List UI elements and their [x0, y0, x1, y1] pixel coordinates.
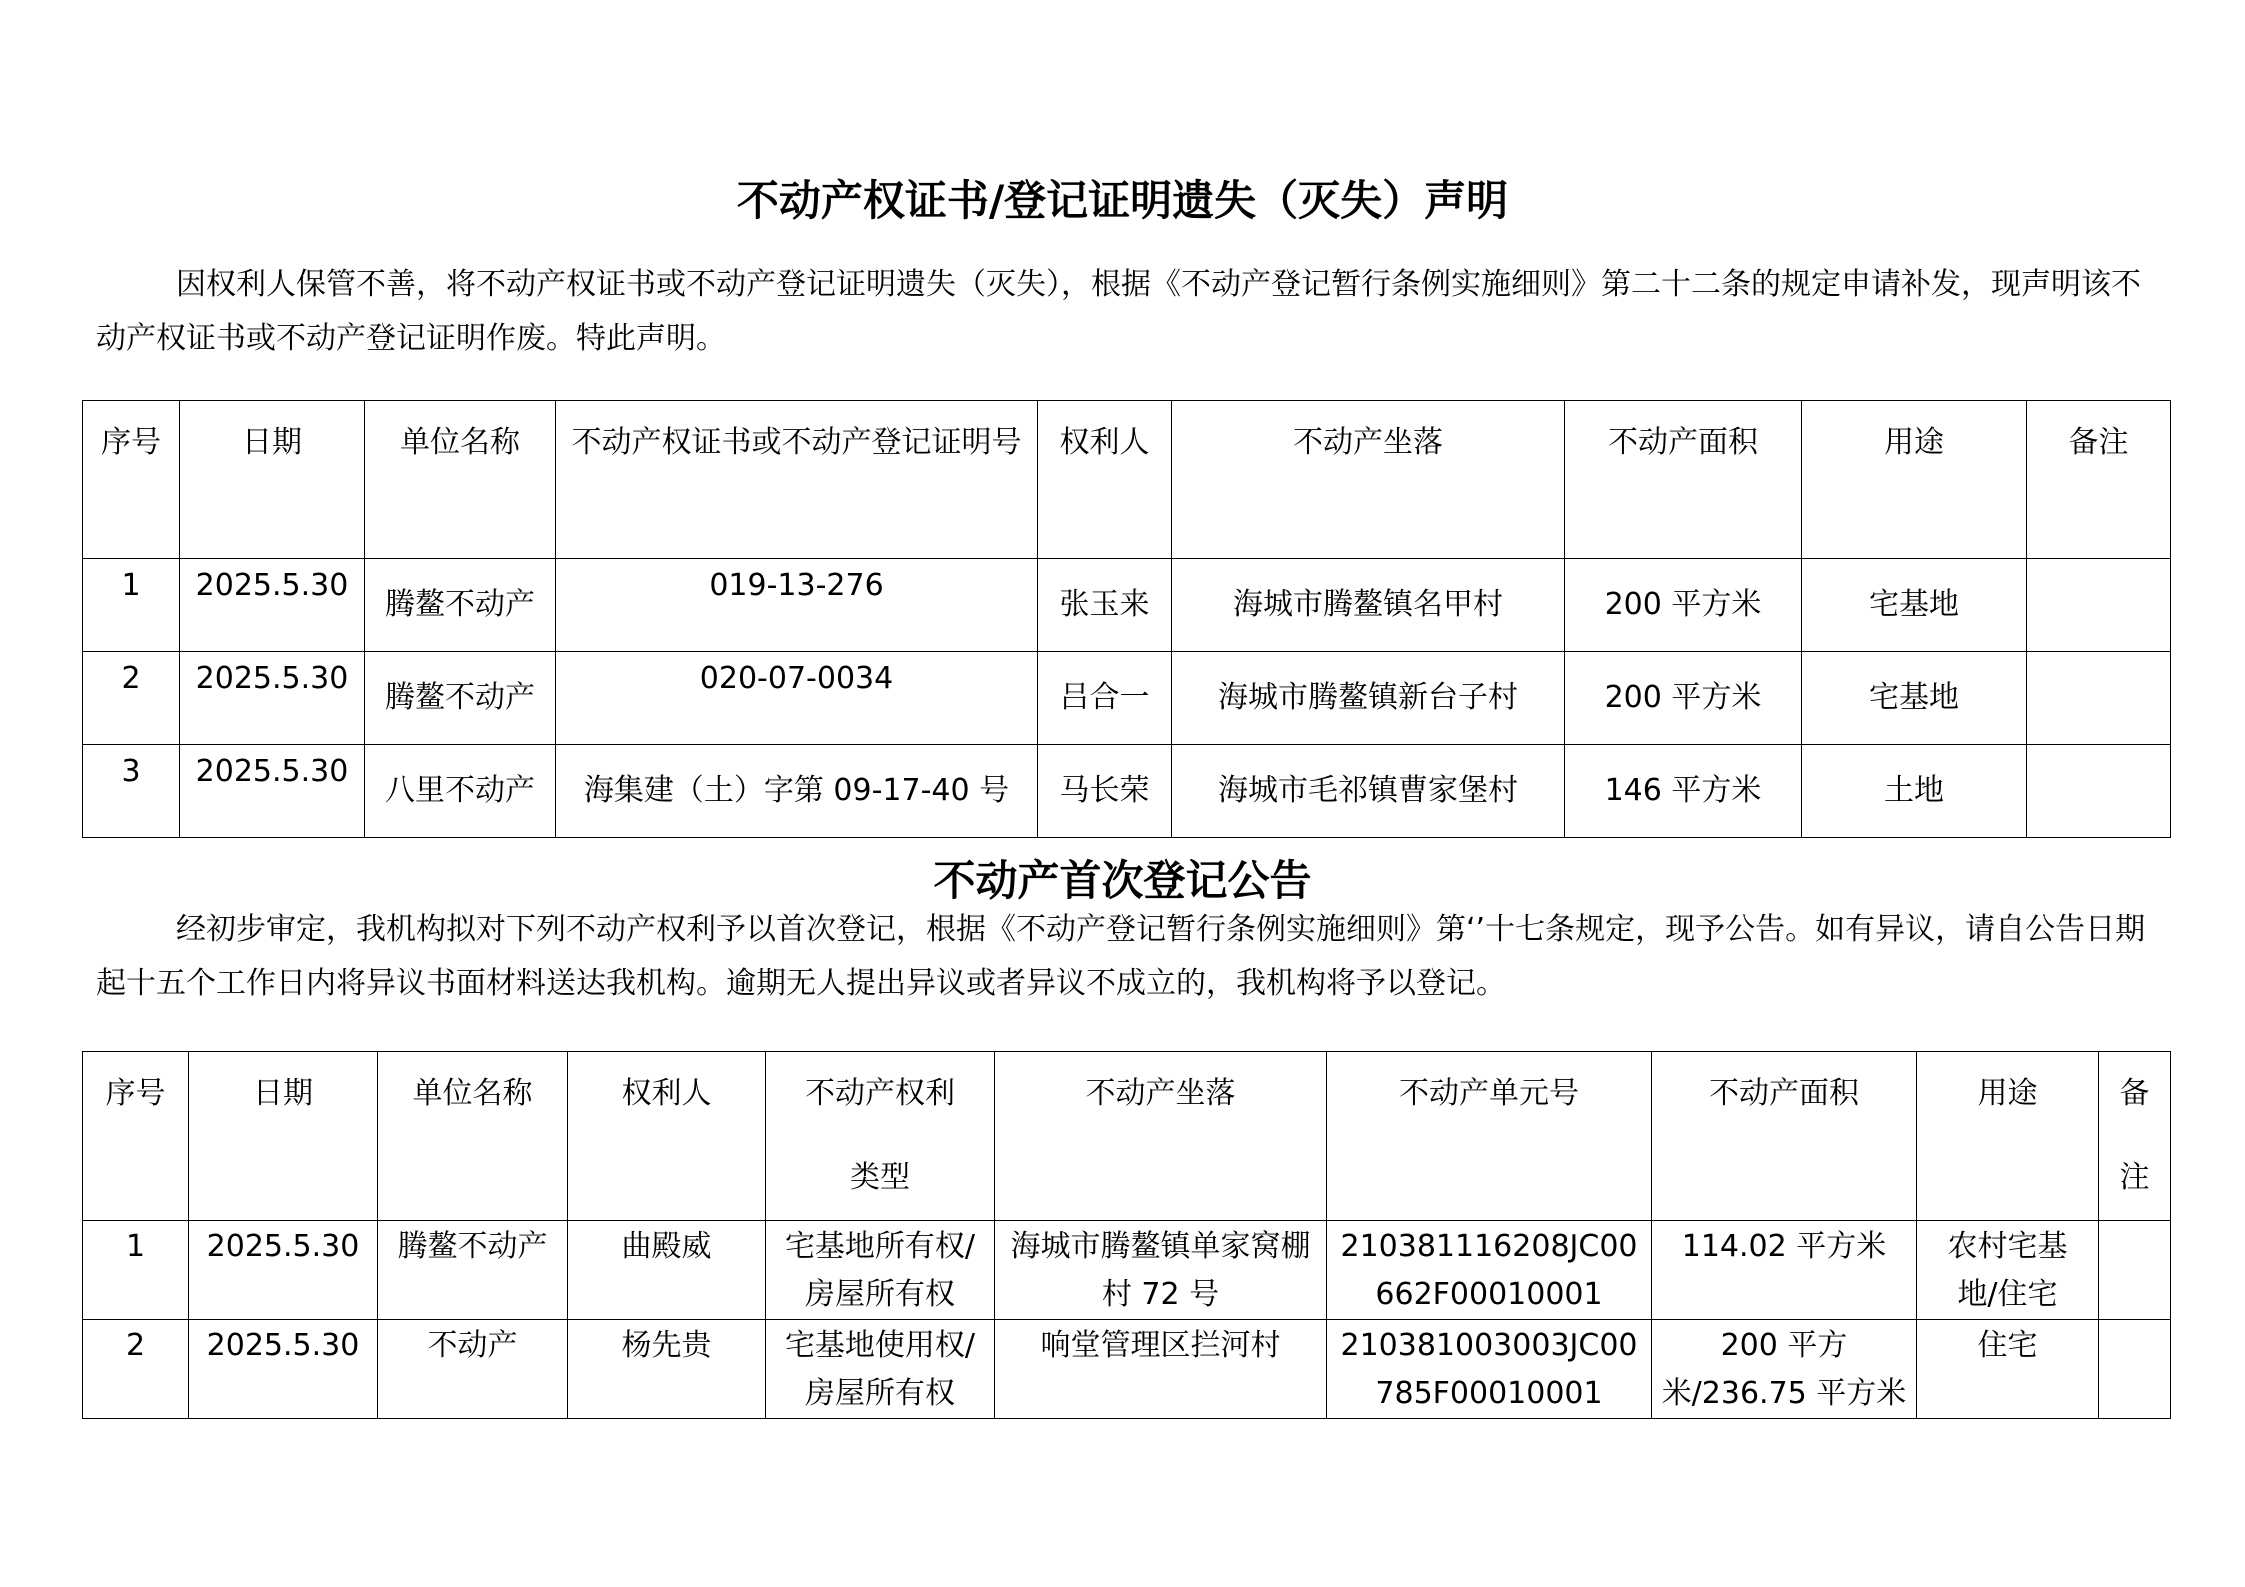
- cell-unit: 腾鳌不动产: [365, 559, 556, 652]
- table-row: [83, 652, 2171, 745]
- header-right-type: 不动产权利类型: [766, 1052, 995, 1221]
- cell-area: 114.02 平方米: [1652, 1221, 1917, 1320]
- header-location: 不动产坐落: [995, 1052, 1327, 1221]
- cell-holder: 张玉来: [1038, 559, 1172, 652]
- cell-location: 海城市腾鳌镇新台子村: [1172, 652, 1565, 745]
- cell-unit-no: 210381003003JC00785F00010001: [1327, 1320, 1652, 1419]
- cell-remark: [2099, 1221, 2171, 1320]
- header-seq: 序号: [83, 401, 180, 559]
- loss-notice-paragraph: 因权利人保管不善，将不动产权证书或不动产登记证明遗失（灭失），根据《不动产登记暂行条例实施细则》第二十二条的规定申请补发，现声明该不动产权证书或不动产登记证明作废。特此声明。: [96, 267, 2141, 356]
- header-area: 不动产面积: [1652, 1052, 1917, 1221]
- loss-notice-table: [82, 400, 2171, 838]
- header-unit: 单位名称: [378, 1052, 568, 1221]
- header-remark: 备注: [2027, 401, 2171, 559]
- table-row: [83, 745, 2171, 838]
- header-unit-no: 不动产单元号: [1327, 1052, 1652, 1221]
- header-holder: 权利人: [1038, 401, 1172, 559]
- cell-seq: 1: [83, 1221, 189, 1320]
- header-remark: 备注: [2099, 1052, 2171, 1221]
- first-registration-table: [82, 1051, 2171, 1419]
- cell-unit: 八里不动产: [365, 745, 556, 838]
- cell-location: 海城市腾鳌镇名甲村: [1172, 559, 1565, 652]
- cell-seq: 2: [83, 1320, 189, 1419]
- cell-holder: 曲殿威: [568, 1221, 766, 1320]
- cell-remark: [2027, 559, 2171, 652]
- cell-area: 200 平方米: [1565, 559, 1802, 652]
- cell-right-type: 宅基地使用权/房屋所有权: [766, 1320, 995, 1419]
- cell-use: 农村宅基地/住宅: [1917, 1221, 2099, 1320]
- cell-holder: 吕合一: [1038, 652, 1172, 745]
- table-row: [83, 1320, 2171, 1419]
- first-registration-paragraph: 经初步审定，我机构拟对下列不动产权利予以首次登记，根据《不动产登记暂行条例实施细则》第‘’十七条规定，现予公告。如有异议，请自公告日期起十五个工作日内将异议书面材料送达我机构。逾期无人提出异议或者异议不成立的，我机构将予以登记。: [96, 912, 2146, 1001]
- cell-seq: 1: [83, 559, 180, 652]
- cell-date: 2025.5.30: [180, 559, 365, 652]
- cell-use: 宅基地: [1802, 652, 2027, 745]
- cell-cert-no: 020-07-0034: [556, 652, 1038, 745]
- cell-use: 土地: [1802, 745, 2027, 838]
- header-seq: 序号: [83, 1052, 189, 1221]
- cell-date: 2025.5.30: [189, 1320, 378, 1419]
- cell-date: 2025.5.30: [180, 652, 365, 745]
- cell-right-type: 宅基地所有权/房屋所有权: [766, 1221, 995, 1320]
- table-header-row: [83, 401, 2171, 559]
- table-header-row: [83, 1052, 2171, 1221]
- first-registration-title: 不动产首次登记公告: [933, 856, 1312, 905]
- header-date: 日期: [180, 401, 365, 559]
- header-use: 用途: [1917, 1052, 2099, 1221]
- table-row: [83, 559, 2171, 652]
- cell-use: 宅基地: [1802, 559, 2027, 652]
- cell-location: 海城市毛祁镇曹家堡村: [1172, 745, 1565, 838]
- cell-location: 响堂管理区拦河村: [995, 1320, 1327, 1419]
- cell-holder: 马长荣: [1038, 745, 1172, 838]
- cell-remark: [2027, 652, 2171, 745]
- table-row: [83, 1221, 2171, 1320]
- cell-date: 2025.5.30: [189, 1221, 378, 1320]
- header-location: 不动产坐落: [1172, 401, 1565, 559]
- header-cert-no: 不动产权证书或不动产登记证明号: [556, 401, 1038, 559]
- cell-location: 海城市腾鳌镇单家窝棚村 72 号: [995, 1221, 1327, 1320]
- cell-remark: [2027, 745, 2171, 838]
- cell-unit: 腾鳌不动产: [365, 652, 556, 745]
- cell-cert-no: 海集建（土）字第 09-17-40 号: [556, 745, 1038, 838]
- cell-area: 146 平方米: [1565, 745, 1802, 838]
- header-area: 不动产面积: [1565, 401, 1802, 559]
- loss-notice-title: 不动产权证书/登记证明遗失（灭失）声明: [736, 176, 1509, 225]
- cell-seq: 2: [83, 652, 180, 745]
- cell-unit: 不动产: [378, 1320, 568, 1419]
- header-holder: 权利人: [568, 1052, 766, 1221]
- cell-seq: 3: [83, 745, 180, 838]
- cell-remark: [2099, 1320, 2171, 1419]
- cell-date: 2025.5.30: [180, 745, 365, 838]
- cell-unit-no: 210381116208JC00662F00010001: [1327, 1221, 1652, 1320]
- header-unit: 单位名称: [365, 401, 556, 559]
- cell-use: 住宅: [1917, 1320, 2099, 1419]
- cell-area: 200 平方米: [1565, 652, 1802, 745]
- header-use: 用途: [1802, 401, 2027, 559]
- cell-unit: 腾鳌不动产: [378, 1221, 568, 1320]
- cell-cert-no: 019-13-276: [556, 559, 1038, 652]
- cell-holder: 杨先贵: [568, 1320, 766, 1419]
- cell-area: 200 平方米/236.75 平方米: [1652, 1320, 1917, 1419]
- header-date: 日期: [189, 1052, 378, 1221]
